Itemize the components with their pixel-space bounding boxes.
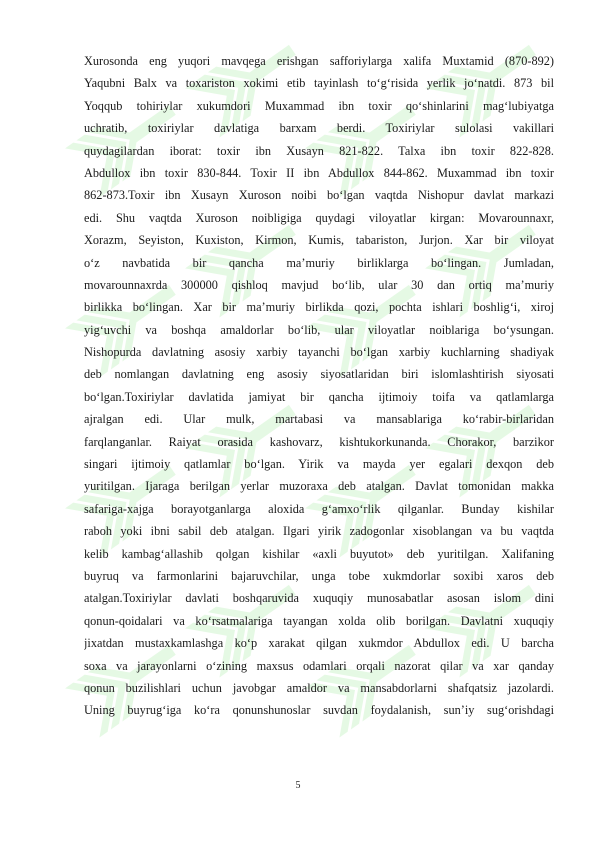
text-line-content: atalgan.Toxiriylar davlati boshqaruvida xuquqiy munosabatlar asosan islom dini bbox=[84, 591, 554, 606]
text-line-content: qonun-qoidalari va ko‘rsatmalariga tayangan xolda olib borilgan. Davlatni xuquqiy bbox=[84, 613, 554, 628]
text-line-content: deb nomlangan davlatning eng asosiy siyosatlaridan biri islomlashtirish siyosati bbox=[84, 367, 554, 382]
text-line bbox=[84, 140, 554, 162]
text-line-content: 862-873.Toxir ibn Xusayn Xuroson noibi bo‘lgan vaqtda Nishopur davlat markazi bbox=[84, 188, 554, 203]
text-line bbox=[84, 72, 554, 94]
text-line-content: Yoqqub tohiriylar xukumdori Muxammad ibn toxir qo‘shinlarini mag‘lubiyatga bbox=[84, 98, 554, 113]
text-line-content: jixatdan mustaxkamlashga ko‘p xarakat qilgan xukmdor Abdullox edi. U barcha bbox=[84, 636, 554, 651]
text-line bbox=[84, 632, 554, 654]
text-line bbox=[84, 363, 554, 385]
text-line bbox=[84, 655, 554, 677]
text-line bbox=[84, 296, 554, 318]
text-line bbox=[84, 207, 554, 229]
text-line bbox=[84, 498, 554, 520]
text-line bbox=[84, 453, 554, 475]
text-line bbox=[84, 386, 554, 408]
text-line-content: bo‘lgan.Toxiriylar davlatida jamiyat bir qancha ijtimoiy toifa va qatlamlarga bbox=[84, 389, 554, 404]
text-line bbox=[84, 184, 554, 206]
text-line bbox=[84, 699, 554, 721]
text-line bbox=[84, 162, 554, 184]
text-line bbox=[84, 274, 554, 296]
text-line bbox=[84, 677, 554, 699]
text-line-content: buyruq va farmonlarini bajaruvchilar, unga tobe xukmdorlar soxibi xaros deb bbox=[84, 568, 554, 583]
text-line bbox=[84, 431, 554, 453]
text-line-content: Yaqubni Balx va toxariston xokimi etib tayinlash to‘g‘risida yerlik jo‘natdi. 873 bil bbox=[84, 76, 554, 91]
text-line bbox=[84, 319, 554, 341]
text-line bbox=[84, 543, 554, 565]
text-line-content: movarounnaxrda 300000 qishloq mavjud bo‘lib, ular 30 dan ortiq ma’muriy bbox=[84, 277, 554, 292]
text-line bbox=[84, 610, 554, 632]
text-line-content: qonun buzilishlari uchun javobgar amaldor va mansabdorlarni shafqatsiz jazolardi. bbox=[84, 680, 554, 695]
text-line-content: kelib kambag‘allashib qolgan kishilar «axli buyutot» deb yuritilgan. Xalifaning bbox=[84, 546, 554, 561]
text-line-content: farqlanganlar. Raiyat orasida kashovarz, kishtukorkunanda. Chorakor, barzikor bbox=[84, 434, 554, 449]
text-line bbox=[84, 520, 554, 542]
text-line-content: ajralgan edi. Ular mulk, martabasi va mansablariga ko‘rabir-birlaridan bbox=[84, 412, 554, 427]
text-line bbox=[84, 229, 554, 251]
text-line bbox=[84, 252, 554, 274]
text-line-content: yuritilgan. Ijaraga berilgan yerlar muzoraxa deb atalgan. Davlat tomonidan makka bbox=[84, 479, 554, 494]
text-line-content: o‘z navbatida bir qancha ma’muriy birliklarga bo‘lingan. Jumladan, bbox=[84, 255, 554, 270]
text-line-content: birlikka bo‘lingan. Xar bir ma’muriy birlikda qozi, pochta ishlari boshlig‘i, xiroj bbox=[84, 300, 554, 315]
text-line-content: raboh yoki ibni sabil deb atalgan. Ilgari yirik zadogonlar xisoblangan va bu vaqtda bbox=[84, 524, 554, 539]
text-line bbox=[84, 117, 554, 139]
text-line-content: edi. Shu vaqtda Xuroson noibligiga quydagi viloyatlar kirgan: Movarounnaxr, bbox=[84, 210, 554, 225]
page-number: 5 bbox=[295, 780, 301, 791]
text-line-content: soxa va jarayonlarni o‘zining maxsus odamlari orqali nazorat qilar va xar qanday bbox=[84, 658, 554, 673]
text-line bbox=[84, 475, 554, 497]
text-line bbox=[84, 408, 554, 430]
text-line-content: Xurosonda eng yuqori mavqega erishgan safforiylarga xalifa Muxtamid (870-892) bbox=[84, 54, 554, 68]
text-line-content: Abdullox ibn toxir 830-844. Toxir II ibn Abdullox 844-862. Muxammad ibn toxir bbox=[84, 165, 554, 180]
text-line-content: Xorazm, Seyiston, Kuxiston, Kirmon, Kumis, tabariston, Jurjon. Xar bir viloyat bbox=[84, 233, 554, 248]
text-line-content: safariga-xajga borayotganlarga aloxida g‘amxo‘rlik qilganlar. Bunday kishilar bbox=[84, 501, 554, 516]
body-text bbox=[84, 50, 554, 722]
text-line-content: uchratib, toxiriylar davlatiga barxam berdi. Toxiriylar sulolasi vakillari bbox=[84, 121, 554, 136]
text-line bbox=[84, 95, 554, 117]
text-line bbox=[84, 565, 554, 587]
text-line bbox=[84, 50, 554, 72]
text-line bbox=[84, 341, 554, 363]
text-line-content: singari ijtimoiy qatlamlar bo‘lgan. Yirik va mayda yer egalari dexqon deb bbox=[84, 457, 554, 472]
text-line-content: Uning buyrug‘iga ko‘ra qonunshunoslar suvdan foydalanish, sun’iy sug‘orishdagi bbox=[84, 703, 554, 718]
text-line-content: yig‘uvchi va boshqa amaldorlar bo‘lib, ular viloyatlar noiblariga bo‘ysungan. bbox=[84, 322, 554, 337]
text-line-content: Nishopurda davlatning asosiy xarbiy tayanchi bo‘lgan xarbiy kuchlarning shadiyak bbox=[84, 345, 554, 360]
text-line-content: quydagilardan iborat: toxir ibn Xusayn 821-822. Talxa ibn toxir 822-828. bbox=[84, 143, 554, 158]
text-line bbox=[84, 587, 554, 609]
